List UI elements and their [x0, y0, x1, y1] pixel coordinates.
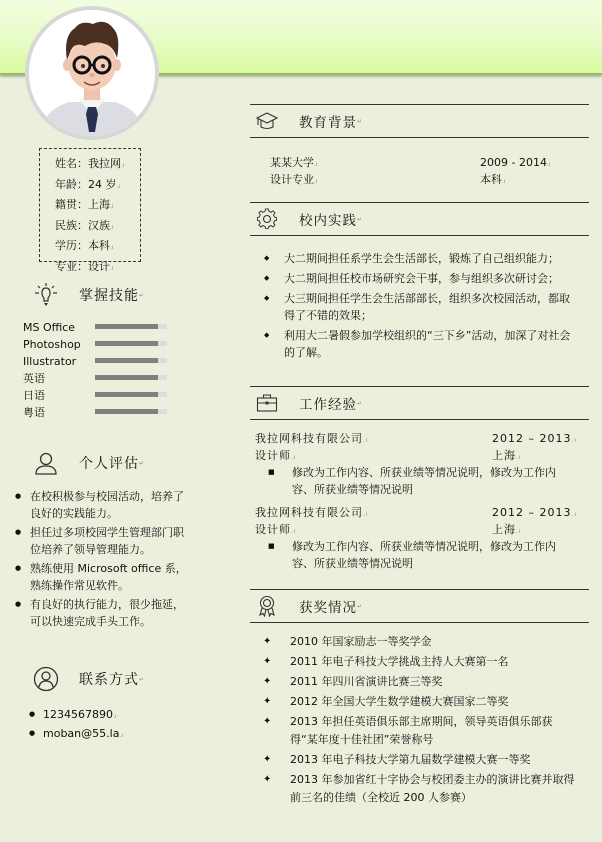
- avatar-illustration: [29, 10, 155, 136]
- info-hometown: 籍贯：上海.ı: [55, 198, 114, 211]
- list-item: ✦ 2011 年电子科技大学挑战主持人大赛第一名: [250, 653, 589, 671]
- contact-circle-icon: [33, 666, 59, 692]
- list-item: ◆ 大二期间担任系学生会生活部长，锻炼了自己组织能力；: [250, 250, 589, 267]
- job-period: 2012 – 2013.ı: [492, 432, 578, 445]
- skill-bar: [95, 324, 167, 329]
- list-item: ✦ 2012 年全国大学生数学建模大赛国家二等奖: [250, 693, 589, 711]
- major: 设计专业.ı: [270, 173, 318, 186]
- lightbulb-icon: [33, 282, 59, 308]
- list-item: ● 担任过多项校园学生管理部门职位培养了领导管理能力。: [14, 524, 194, 558]
- skill-row: 日语: [23, 387, 173, 404]
- education-title: 教育背景: [299, 115, 357, 131]
- job-entry: [250, 504, 589, 572]
- personal-info-box: [39, 148, 141, 273]
- position: 设计师.ı: [255, 449, 297, 462]
- degree: 本科.ı: [480, 173, 506, 186]
- person-icon: [33, 450, 59, 476]
- awards-section: [250, 589, 589, 809]
- list-item: ✦ 2010 年国家励志一等奖学金: [250, 633, 589, 651]
- education-row: [250, 171, 589, 188]
- company: 我拉网科技有限公司.ı: [255, 432, 369, 445]
- phone: ● 1234567890.ı: [29, 706, 123, 725]
- skill-row: 粤语: [23, 404, 173, 421]
- list-item: ● 熟练使用 Microsoft office 系，熟练操作常见软件。: [14, 560, 194, 594]
- skills-title: 掌握技能: [79, 288, 139, 304]
- job-description: ■ 修改为工作内容、所获业绩等情况说明，修改为工作内容、所获业绩等情况说明: [250, 464, 589, 498]
- list-item: ✦ 2013 年担任英语俱乐部主席期间，领导英语俱乐部获得“某年度十佳社团”荣誉称号: [250, 713, 589, 749]
- contact-heading: 联系方式 ↵: [33, 666, 144, 692]
- skill-row: Illustrator: [23, 353, 173, 370]
- contact-title: 联系方式: [79, 672, 139, 688]
- work-heading: 工作经验 ↵: [250, 386, 589, 420]
- list-item: ● 在校积极参与校园活动，培养了良好的实践能力。: [14, 488, 194, 522]
- info-major: 专业：设计.ı: [55, 259, 114, 273]
- list-item: ◆ 利用大二暑假参加学校组织的“三下乡”活动，加深了对社会的了解。: [250, 327, 589, 361]
- gear-icon: [256, 208, 278, 230]
- info-education: 学历：本科.ı: [55, 239, 114, 252]
- list-item: ✦ 2011 年四川省演讲比赛三等奖: [250, 673, 589, 691]
- skill-bar: [95, 409, 167, 414]
- list-item: ✦ 2013 年参加省红十字协会与校团委主办的演讲比赛并取得前三名的佳绩（全校近 200 人参赛）: [250, 771, 589, 807]
- position: 设计师.ı: [255, 523, 297, 536]
- education-heading: 教育背景 ↵: [250, 104, 589, 138]
- company: 我拉网科技有限公司.ı: [255, 506, 369, 519]
- award-medal-icon: [256, 595, 278, 617]
- job-entry: [250, 430, 589, 498]
- skill-row: MS Office: [23, 319, 173, 336]
- avatar: [25, 6, 159, 140]
- contact-list: [29, 706, 123, 744]
- awards-list: [250, 633, 589, 807]
- graduation-cap-icon: [256, 110, 278, 132]
- awards-title: 获奖情况: [299, 600, 357, 616]
- practice-list: [250, 250, 589, 361]
- job-location: 上海.ı: [492, 449, 522, 462]
- info-name: 姓名：我拉网.ı: [55, 157, 125, 170]
- practice-title: 校内实践: [299, 213, 357, 229]
- list-item: ✦ 2013 年电子科技大学第九届数学建模大赛一等奖: [250, 751, 589, 769]
- awards-heading: 获奖情况 ↵: [250, 589, 589, 623]
- job-period: 2012 – 2013.ı: [492, 506, 578, 519]
- briefcase-icon: [256, 392, 278, 414]
- skills-list: [23, 319, 173, 421]
- work-section: [250, 386, 589, 572]
- work-title: 工作经验: [299, 397, 357, 413]
- education-row: [250, 154, 589, 171]
- info-age: 年龄：24 岁.ı: [55, 177, 121, 191]
- practice-section: [250, 202, 589, 364]
- email: ● moban@55.la.ı: [29, 725, 123, 744]
- skill-bar: [95, 375, 167, 380]
- evaluation-title: 个人评估: [79, 456, 139, 472]
- job-description: ■ 修改为工作内容、所获业绩等情况说明，修改为工作内容、所获业绩等情况说明: [250, 538, 589, 572]
- skills-heading: 掌握技能 ↵: [33, 282, 144, 308]
- study-period: 2009 - 2014.ı: [480, 156, 551, 169]
- job-location: 上海.ı: [492, 523, 522, 536]
- list-item: ● 有良好的执行能力，很少拖延，可以快速完成手头工作。: [14, 596, 194, 630]
- skill-bar: [95, 392, 167, 397]
- skill-row: Photoshop: [23, 336, 173, 353]
- evaluation-heading: 个人评估 ↵: [33, 450, 144, 476]
- skill-bar: [95, 341, 167, 346]
- list-item: ◆ 大二期间担任校市场研究会干事，参与组织多次研讨会；: [250, 270, 589, 287]
- skill-row: 英语: [23, 370, 173, 387]
- education-section: [250, 104, 589, 188]
- list-item: ◆ 大三期间担任学生会生活部部长，组织多次校园活动，都取得了不错的效果；: [250, 290, 589, 324]
- info-ethnicity: 民族：汉族.ı: [55, 218, 114, 232]
- practice-heading: 校内实践 ↵: [250, 202, 589, 236]
- skill-bar: [95, 358, 167, 363]
- evaluation-list: [14, 488, 194, 632]
- school: 某某大学.ı: [270, 156, 318, 169]
